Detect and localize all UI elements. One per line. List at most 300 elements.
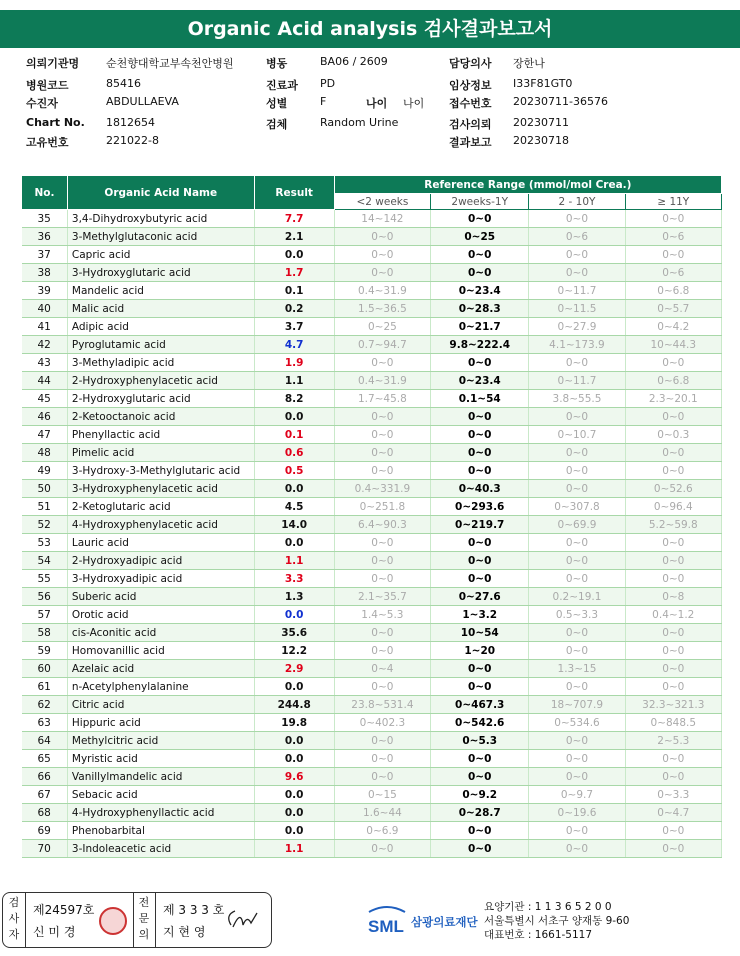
ref-lt2w: 1.7~45.8 [334,390,430,408]
row-result: 3.7 [254,318,334,336]
row-name: Vanillylmandelic acid [67,768,254,786]
ref-lt2w: 1.6~44 [334,804,430,822]
row-result: 12.2 [254,642,334,660]
row-no: 65 [22,750,68,768]
corp-code: 요양기관 : 1 1 3 6 5 2 0 0 [484,901,612,913]
ref-gte11y: 0~0 [625,210,721,228]
ref-lt2w: 0~0 [334,552,430,570]
row-name: Sebacic acid [67,786,254,804]
table-row [22,714,722,732]
row-no: 49 [22,462,68,480]
row-result: 1.1 [254,840,334,858]
ref-2w-1y: 1~3.2 [431,606,529,624]
receipt-label: 접수번호 [449,97,492,110]
ref-2-10y: 0~0 [529,534,625,552]
row-no: 68 [22,804,68,822]
row-result: 14.0 [254,516,334,534]
age-label: 나이 [366,97,388,110]
row-no: 36 [22,228,68,246]
ref-gte11y: 0~0 [625,552,721,570]
ref-2w-1y: 0~27.6 [431,588,529,606]
specialist-name: 지 현 영 [163,925,206,939]
table-row [22,318,722,336]
ref-2-10y: 0~11.7 [529,282,625,300]
row-no: 41 [22,318,68,336]
row-no: 37 [22,246,68,264]
logo-text: SML [368,917,404,936]
ref-2w-1y: 10~54 [431,624,529,642]
ref-2w-1y: 0~25 [431,228,529,246]
ref-lt2w: 0~0 [334,444,430,462]
ward-label: 병동 [266,57,288,70]
row-name: 3-Hydroxyglutaric acid [67,264,254,282]
ref-lt2w: 0~0 [334,570,430,588]
ref-2-10y: 18~707.9 [529,696,625,714]
ref-gte11y: 2~5.3 [625,732,721,750]
ref-lt2w: 23.8~531.4 [334,696,430,714]
ref-2-10y: 3.8~55.5 [529,390,625,408]
row-no: 56 [22,588,68,606]
ref-gte11y: 0~6 [625,228,721,246]
row-name: Phenyllactic acid [67,426,254,444]
table-row [22,696,722,714]
row-result: 9.6 [254,768,334,786]
row-name: Malic acid [67,300,254,318]
row-name: Pimelic acid [67,444,254,462]
ref-sub-header: <2 weeks [334,194,430,210]
row-name: 3-Indoleacetic acid [67,840,254,858]
ref-lt2w: 0~0 [334,462,430,480]
ref-lt2w: 0.4~31.9 [334,282,430,300]
specialist-label: 전문의 [138,896,150,941]
ref-2w-1y: 0~28.7 [431,804,529,822]
ref-2-10y: 0~0 [529,354,625,372]
row-no: 45 [22,390,68,408]
ref-lt2w: 0~0 [334,678,430,696]
row-result: 3.3 [254,570,334,588]
row-result: 1.9 [254,354,334,372]
corp-address: 서울특별시 서초구 양재동 9-60 [484,915,630,927]
row-no: 43 [22,354,68,372]
unique-value: 221022-8 [106,134,159,147]
col-no-header: No. [22,176,68,210]
ref-2-10y: 0~0 [529,624,625,642]
table-row [22,660,722,678]
request-value: 20230711 [513,116,569,129]
ref-gte11y: 0~0 [625,570,721,588]
ref-lt2w: 0~15 [334,786,430,804]
ref-2-10y: 0~0 [529,210,625,228]
row-name: Orotic acid [67,606,254,624]
table-row [22,678,722,696]
row-name: Adipic acid [67,318,254,336]
row-name: 3-Hydroxyphenylacetic acid [67,480,254,498]
ref-lt2w: 1.4~5.3 [334,606,430,624]
table-row [22,768,722,786]
row-no: 50 [22,480,68,498]
table-row [22,426,722,444]
ref-2w-1y: 0~40.3 [431,480,529,498]
ref-2-10y: 0.5~3.3 [529,606,625,624]
signature-box [2,892,272,948]
row-no: 67 [22,786,68,804]
table-row [22,336,722,354]
report-title: Organic Acid analysis 검사결과보고서 [0,10,740,48]
ref-gte11y: 0~0 [625,642,721,660]
row-name: 3,4-Dihydroxybutyric acid [67,210,254,228]
row-result: 0.1 [254,426,334,444]
ref-gte11y: 0~0 [625,462,721,480]
unique-label: 고유번호 [26,136,69,149]
ref-2-10y: 0~0 [529,264,625,282]
ref-2-10y: 0~0 [529,840,625,858]
dept-value: PD [320,77,336,90]
table-row [22,588,722,606]
ref-2-10y: 0~0 [529,570,625,588]
ref-2-10y: 0~0 [529,480,625,498]
row-result: 0.0 [254,804,334,822]
row-no: 59 [22,642,68,660]
ref-2w-1y: 9.8~222.4 [431,336,529,354]
corp-contact [484,900,629,942]
ref-2w-1y: 0~0 [431,426,529,444]
ref-2w-1y: 0~293.6 [431,498,529,516]
table-row [22,570,722,588]
row-result: 1.3 [254,588,334,606]
ref-gte11y: 0~0 [625,660,721,678]
row-name: 4-Hydroxyphenyllactic acid [67,804,254,822]
table-row [22,300,722,318]
ref-lt2w: 0~251.8 [334,498,430,516]
ref-lt2w: 0~4 [334,660,430,678]
ref-2w-1y: 0~0 [431,210,529,228]
collector-label: 수진자 [26,97,58,110]
ref-gte11y: 0~3.3 [625,786,721,804]
ref-2w-1y: 0~0 [431,552,529,570]
ref-gte11y: 0~0 [625,624,721,642]
row-result: 244.8 [254,696,334,714]
ref-2w-1y: 0~23.4 [431,372,529,390]
tester-name: 신 미 경 [33,925,76,939]
ref-lt2w: 0~0 [334,426,430,444]
ref-gte11y: 0.4~1.2 [625,606,721,624]
ref-lt2w: 6.4~90.3 [334,516,430,534]
ref-lt2w: 0.4~331.9 [334,480,430,498]
ref-gte11y: 0~0 [625,750,721,768]
table-row [22,480,722,498]
row-name: 2-Ketooctanoic acid [67,408,254,426]
ref-2-10y: 0~0 [529,642,625,660]
row-result: 0.0 [254,786,334,804]
row-name: n-Acetylphenylalanine [67,678,254,696]
row-result: 1.7 [254,264,334,282]
collector-value: ABDULLAEVA [106,95,179,108]
table-row [22,390,722,408]
ref-2w-1y: 0~28.3 [431,300,529,318]
ref-lt2w: 0~6.9 [334,822,430,840]
ref-2-10y: 0~0 [529,678,625,696]
ref-2-10y: 0~0 [529,732,625,750]
ref-2-10y: 0~0 [529,768,625,786]
sex-value: F [320,95,327,108]
ref-gte11y: 0~0.3 [625,426,721,444]
row-name: 3-Hydroxy-3-Methylglutaric acid [67,462,254,480]
row-result: 0.0 [254,480,334,498]
tester-id: 제24597호 [33,903,95,917]
ref-gte11y: 0~0 [625,246,721,264]
ref-2-10y: 0~11.5 [529,300,625,318]
ref-2-10y: 0~0 [529,552,625,570]
col-ref-header: Reference Range (mmol/mol Crea.) [334,176,721,194]
row-no: 48 [22,444,68,462]
row-name: 2-Hydroxyphenylacetic acid [67,372,254,390]
row-no: 63 [22,714,68,732]
ref-2-10y: 0~27.9 [529,318,625,336]
row-no: 69 [22,822,68,840]
row-name: 3-Hydroxyadipic acid [67,570,254,588]
row-no: 58 [22,624,68,642]
ref-2-10y: 4.1~173.9 [529,336,625,354]
ref-gte11y: 0~8 [625,588,721,606]
ref-lt2w: 0~0 [334,624,430,642]
row-no: 60 [22,660,68,678]
ref-lt2w: 2.1~35.7 [334,588,430,606]
ref-2w-1y: 0~0 [431,246,529,264]
row-result: 0.2 [254,300,334,318]
ref-gte11y: 0~0 [625,678,721,696]
ref-lt2w: 0~25 [334,318,430,336]
ref-2-10y: 0~0 [529,408,625,426]
row-name: 2-Ketoglutaric acid [67,498,254,516]
col-result-header: Result [254,176,334,210]
ref-2-10y: 0~534.6 [529,714,625,732]
ref-2-10y: 0~307.8 [529,498,625,516]
row-name: Pyroglutamic acid [67,336,254,354]
table-row [22,408,722,426]
tester-label: 검사자 [8,896,20,941]
ref-2-10y: 0~0 [529,246,625,264]
ref-gte11y: 0~0 [625,822,721,840]
row-name: Lauric acid [67,534,254,552]
ref-gte11y: 32.3~321.3 [625,696,721,714]
ref-gte11y: 0~4.7 [625,804,721,822]
report-label: 결과보고 [449,136,492,149]
ref-lt2w: 0~0 [334,768,430,786]
ref-lt2w: 0~0 [334,408,430,426]
doctor-label: 담당의사 [449,57,492,70]
table-row [22,372,722,390]
table-row [22,444,722,462]
table-row [22,210,722,228]
ref-2w-1y: 0~0 [431,660,529,678]
row-name: Phenobarbital [67,822,254,840]
table-row [22,642,722,660]
ref-gte11y: 0~0 [625,354,721,372]
table-row [22,822,722,840]
ref-lt2w: 0~402.3 [334,714,430,732]
ref-2-10y: 0~0 [529,822,625,840]
row-name: 2-Hydroxyglutaric acid [67,390,254,408]
row-name: Capric acid [67,246,254,264]
row-no: 46 [22,408,68,426]
row-no: 51 [22,498,68,516]
ref-2w-1y: 0~23.4 [431,282,529,300]
row-result: 0.0 [254,408,334,426]
table-row [22,606,722,624]
ref-2w-1y: 0~0 [431,264,529,282]
row-no: 61 [22,678,68,696]
row-name: Citric acid [67,696,254,714]
row-no: 35 [22,210,68,228]
row-no: 62 [22,696,68,714]
ref-lt2w: 0~0 [334,228,430,246]
ref-2w-1y: 0~0 [431,822,529,840]
ref-2-10y: 0~6 [529,228,625,246]
ref-2w-1y: 0~5.3 [431,732,529,750]
results-body [22,210,722,858]
row-name: 4-Hydroxyphenylacetic acid [67,516,254,534]
row-name: Methylcitric acid [67,732,254,750]
table-row [22,516,722,534]
row-no: 70 [22,840,68,858]
ref-2-10y: 0~0 [529,444,625,462]
ref-2-10y: 0~19.6 [529,804,625,822]
ref-gte11y: 2.3~20.1 [625,390,721,408]
row-no: 42 [22,336,68,354]
ref-gte11y: 0~6.8 [625,372,721,390]
ref-lt2w: 0~0 [334,732,430,750]
ref-2w-1y: 0~219.7 [431,516,529,534]
ref-2w-1y: 0~0 [431,768,529,786]
row-result: 8.2 [254,390,334,408]
ref-2w-1y: 0~0 [431,570,529,588]
row-name: Mandelic acid [67,282,254,300]
row-result: 0.1 [254,282,334,300]
ref-lt2w: 0~0 [334,534,430,552]
specimen-value: Random Urine [320,116,399,129]
ref-lt2w: 14~142 [334,210,430,228]
ref-gte11y: 0~5.7 [625,300,721,318]
corp-name: 삼광의료재단 [411,915,478,929]
row-result: 1.1 [254,372,334,390]
row-no: 57 [22,606,68,624]
table-row [22,264,722,282]
ref-2w-1y: 0~0 [431,462,529,480]
table-row [22,498,722,516]
ref-lt2w: 0~0 [334,264,430,282]
age-value: 나이 [403,97,425,110]
ref-gte11y: 0~0 [625,408,721,426]
row-no: 64 [22,732,68,750]
row-result: 0.0 [254,822,334,840]
row-no: 38 [22,264,68,282]
table-row [22,282,722,300]
row-name: 2-Hydroxyadipic acid [67,552,254,570]
row-no: 55 [22,570,68,588]
table-row [22,462,722,480]
ref-lt2w: 0~0 [334,750,430,768]
chart-label: Chart No. [26,116,85,129]
row-result: 2.1 [254,228,334,246]
dept-label: 진료과 [266,79,298,92]
row-name: Azelaic acid [67,660,254,678]
ref-gte11y: 0~6.8 [625,282,721,300]
row-name: Myristic acid [67,750,254,768]
row-result: 19.8 [254,714,334,732]
row-no: 44 [22,372,68,390]
row-result: 0.0 [254,606,334,624]
ref-lt2w: 0~0 [334,642,430,660]
ref-2w-1y: 0~0 [431,678,529,696]
row-result: 0.6 [254,444,334,462]
specialist-id: 제 3 3 3 호 [163,903,225,917]
hospital-code-label: 병원코드 [26,79,69,92]
row-result: 0.0 [254,732,334,750]
ref-2-10y: 0~10.7 [529,426,625,444]
table-row [22,354,722,372]
table-row [22,624,722,642]
ref-2-10y: 0~9.7 [529,786,625,804]
ref-lt2w: 0~0 [334,354,430,372]
ref-2w-1y: 0~542.6 [431,714,529,732]
ref-gte11y: 0~848.5 [625,714,721,732]
row-no: 47 [22,426,68,444]
ref-gte11y: 0~52.6 [625,480,721,498]
ref-lt2w: 1.5~36.5 [334,300,430,318]
ref-2w-1y: 0~9.2 [431,786,529,804]
ref-sub-header: 2weeks-1Y [431,194,529,210]
sml-logo-icon [365,904,409,938]
row-no: 52 [22,516,68,534]
ref-gte11y: 0~0 [625,444,721,462]
row-name: 3-Methyladipic acid [67,354,254,372]
ref-2w-1y: 0~0 [431,354,529,372]
table-row [22,552,722,570]
specimen-label: 검체 [266,118,288,131]
ref-gte11y: 5.2~59.8 [625,516,721,534]
ref-2-10y: 0~69.9 [529,516,625,534]
ref-lt2w: 0~0 [334,840,430,858]
ref-gte11y: 10~44.3 [625,336,721,354]
ref-sub-header: ≥ 11Y [625,194,721,210]
row-result: 4.5 [254,498,334,516]
table-row [22,246,722,264]
hospital-value: 순천향대학교부속천안병원 [106,57,234,70]
row-result: 0.0 [254,750,334,768]
report-value: 20230718 [513,134,569,147]
ref-2w-1y: 0~0 [431,408,529,426]
row-name: 3-Methylglutaconic acid [67,228,254,246]
ref-lt2w: 0.7~94.7 [334,336,430,354]
ref-2w-1y: 0~0 [431,444,529,462]
results-table [21,175,722,858]
ref-2-10y: 0~0 [529,750,625,768]
row-no: 54 [22,552,68,570]
ref-2w-1y: 0~21.7 [431,318,529,336]
receipt-value: 20230711-36576 [513,95,608,108]
row-result: 0.5 [254,462,334,480]
ref-2w-1y: 0~0 [431,840,529,858]
row-result: 1.1 [254,552,334,570]
row-name: Hippuric acid [67,714,254,732]
ref-gte11y: 0~0 [625,768,721,786]
ref-sub-header: 2 - 10Y [529,194,625,210]
ref-gte11y: 0~96.4 [625,498,721,516]
hospital-label: 의뢰기관명 [26,57,80,70]
doctor-value: 장한나 [513,57,545,70]
row-name: cis-Aconitic acid [67,624,254,642]
ref-lt2w: 0.4~31.9 [334,372,430,390]
